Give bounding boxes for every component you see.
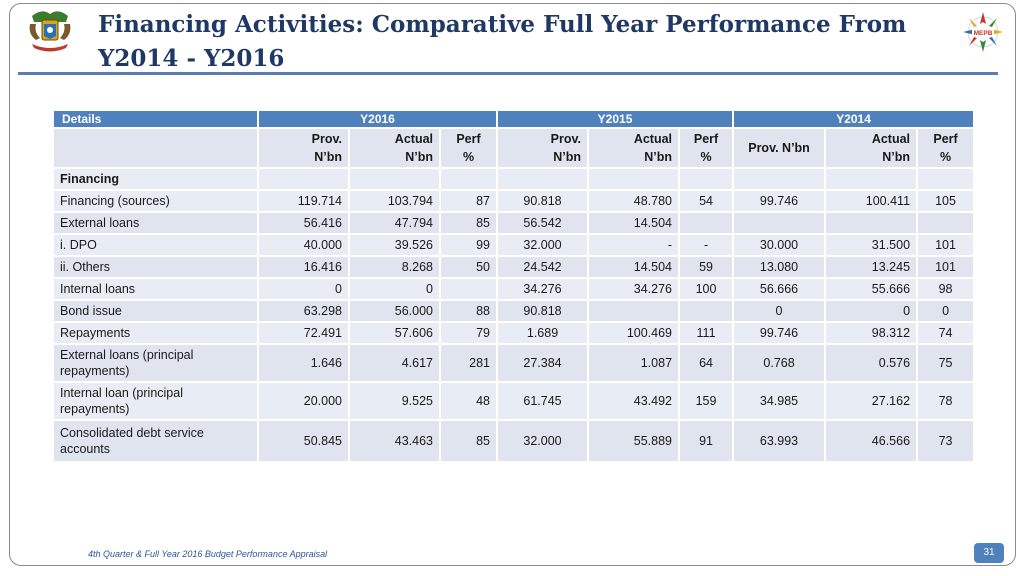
table-cell: 13.245 (826, 257, 916, 277)
empty-cell (441, 169, 496, 189)
table-cell: 50.845 (259, 421, 348, 461)
table-cell: 0 (826, 301, 916, 321)
table-subheader-row (54, 129, 973, 167)
table-body (54, 191, 973, 461)
subheader-y2014-prov: Prov. N’bn (734, 129, 824, 167)
table-cell: 85 (441, 421, 496, 461)
table-cell: 34.276 (589, 279, 678, 299)
table-cell: 32.000 (498, 421, 587, 461)
table-cell (826, 213, 916, 233)
table-cell: 99.746 (734, 191, 824, 211)
row-label: Repayments (54, 323, 257, 343)
table-cell: 281 (441, 345, 496, 381)
subheader-y2015-perf: Perf % (680, 129, 732, 167)
table-row (54, 279, 973, 299)
empty-cell (259, 169, 348, 189)
table-cell: 56.000 (350, 301, 439, 321)
subheader-y2014-actual: Actual N’bn (826, 129, 916, 167)
table-cell: 101 (918, 257, 973, 277)
table-cell: 56.416 (259, 213, 348, 233)
empty-cell (498, 169, 587, 189)
empty-cell (589, 169, 678, 189)
table-cell: 90.818 (498, 191, 587, 211)
table-cell: 1.646 (259, 345, 348, 381)
row-label: Internal loans (54, 279, 257, 299)
table-row (54, 421, 973, 461)
table-row (54, 301, 973, 321)
table-cell: 64 (680, 345, 732, 381)
table-cell: 61.745 (498, 383, 587, 419)
table-cell: 59 (680, 257, 732, 277)
table-row (54, 257, 973, 277)
empty-cell (350, 169, 439, 189)
table-cell: 100.411 (826, 191, 916, 211)
table-cell: 0.576 (826, 345, 916, 381)
table-cell: 72.491 (259, 323, 348, 343)
row-label: Bond issue (54, 301, 257, 321)
table-cell (589, 301, 678, 321)
table-cell: 20.000 (259, 383, 348, 419)
table-cell: 98 (918, 279, 973, 299)
table-cell: 1.087 (589, 345, 678, 381)
table-header-row (54, 111, 973, 127)
footer-text: 4th Quarter & Full Year 2016 Budget Performance Appraisal (88, 549, 328, 559)
table-cell: 16.416 (259, 257, 348, 277)
header-details: Details (54, 111, 257, 127)
subheader-empty (54, 129, 257, 167)
table-cell: 79 (441, 323, 496, 343)
table-row (54, 345, 973, 381)
row-label: i. DPO (54, 235, 257, 255)
table-row (54, 213, 973, 233)
table-cell: 100 (680, 279, 732, 299)
table-cell: 99 (441, 235, 496, 255)
table-cell: 54 (680, 191, 732, 211)
table-cell: 46.566 (826, 421, 916, 461)
table-cell: 34.985 (734, 383, 824, 419)
table-cell (680, 301, 732, 321)
table-cell: 14.504 (589, 257, 678, 277)
row-label: ii. Others (54, 257, 257, 277)
table-cell: 40.000 (259, 235, 348, 255)
financing-table (52, 109, 975, 463)
table-cell: 30.000 (734, 235, 824, 255)
table-cell: 27.162 (826, 383, 916, 419)
table-cell: 88 (441, 301, 496, 321)
table-cell: 50 (441, 257, 496, 277)
subheader-y2014-perf: Perf % (918, 129, 973, 167)
subheader-y2016-perf: Perf % (441, 129, 496, 167)
table-cell: 34.276 (498, 279, 587, 299)
table-cell: 24.542 (498, 257, 587, 277)
table-cell: 103.794 (350, 191, 439, 211)
table-cell: 43.463 (350, 421, 439, 461)
subheader-y2016-actual: Actual N’bn (350, 129, 439, 167)
table-cell: 55.889 (589, 421, 678, 461)
table-cell: 9.525 (350, 383, 439, 419)
table-cell: 75 (918, 345, 973, 381)
row-label: External loans (54, 213, 257, 233)
table-row (54, 323, 973, 343)
header-y2014: Y2014 (734, 111, 973, 127)
table-cell: 0.768 (734, 345, 824, 381)
table-cell: 8.268 (350, 257, 439, 277)
table-cell: 0 (918, 301, 973, 321)
empty-cell (680, 169, 732, 189)
slide-title: Financing Activities: Comparative Full Year Performance From Y2014 - Y2016 (98, 11, 907, 72)
table-cell: 13.080 (734, 257, 824, 277)
row-label: Internal loan (principal repayments) (54, 383, 257, 419)
table-cell: 63.298 (259, 301, 348, 321)
table-row (54, 191, 973, 211)
table-cell: 101 (918, 235, 973, 255)
table-cell (441, 279, 496, 299)
table-cell: 99.746 (734, 323, 824, 343)
header-y2016: Y2016 (259, 111, 496, 127)
section-label: Financing (54, 169, 257, 189)
table-cell: 0 (350, 279, 439, 299)
table-cell: 4.617 (350, 345, 439, 381)
table-cell: 55.666 (826, 279, 916, 299)
table-cell: 14.504 (589, 213, 678, 233)
title-divider (18, 72, 998, 75)
table-cell: 98.312 (826, 323, 916, 343)
table-cell: 48 (441, 383, 496, 419)
table-cell: - (680, 235, 732, 255)
table-cell: 57.606 (350, 323, 439, 343)
table-cell (918, 213, 973, 233)
table-cell: 56.542 (498, 213, 587, 233)
lagos-state-coat-of-arms-icon (22, 8, 78, 56)
table-cell: 85 (441, 213, 496, 233)
table-cell: 73 (918, 421, 973, 461)
table-cell: 47.794 (350, 213, 439, 233)
table-cell: 74 (918, 323, 973, 343)
header-y2015: Y2015 (498, 111, 732, 127)
table-cell: 159 (680, 383, 732, 419)
table-cell: 48.780 (589, 191, 678, 211)
table-cell: 111 (680, 323, 732, 343)
table-cell (680, 213, 732, 233)
table-cell: 63.993 (734, 421, 824, 461)
table-cell: 90.818 (498, 301, 587, 321)
mepb-logo-icon (955, 8, 1011, 56)
row-label: Consolidated debt service accounts (54, 421, 257, 461)
row-label: External loans (principal repayments) (54, 345, 257, 381)
section-row-financing (54, 169, 973, 189)
table-cell: 0 (734, 301, 824, 321)
table-cell: 91 (680, 421, 732, 461)
table-cell: 1.689 (498, 323, 587, 343)
svg-text:MEPB: MEPB (973, 30, 993, 37)
table-cell: 56.666 (734, 279, 824, 299)
table-cell: 87 (441, 191, 496, 211)
empty-cell (918, 169, 973, 189)
table-cell: 31.500 (826, 235, 916, 255)
table-cell: 0 (259, 279, 348, 299)
table-row (54, 383, 973, 419)
subheader-y2015-actual: Actual N’bn (589, 129, 678, 167)
subheader-y2016-prov: Prov. N’bn (259, 129, 348, 167)
empty-cell (826, 169, 916, 189)
table-cell: 27.384 (498, 345, 587, 381)
table-row (54, 235, 973, 255)
empty-cell (734, 169, 824, 189)
table-cell: 100.469 (589, 323, 678, 343)
page-number: 31 (974, 543, 1004, 563)
table-cell: - (589, 235, 678, 255)
table-cell: 105 (918, 191, 973, 211)
row-label: Financing (sources) (54, 191, 257, 211)
subheader-y2015-prov: Prov. N’bn (498, 129, 587, 167)
table-cell (734, 213, 824, 233)
table-cell: 43.492 (589, 383, 678, 419)
table-cell: 39.526 (350, 235, 439, 255)
table-cell: 78 (918, 383, 973, 419)
table-cell: 119.714 (259, 191, 348, 211)
table-cell: 32.000 (498, 235, 587, 255)
